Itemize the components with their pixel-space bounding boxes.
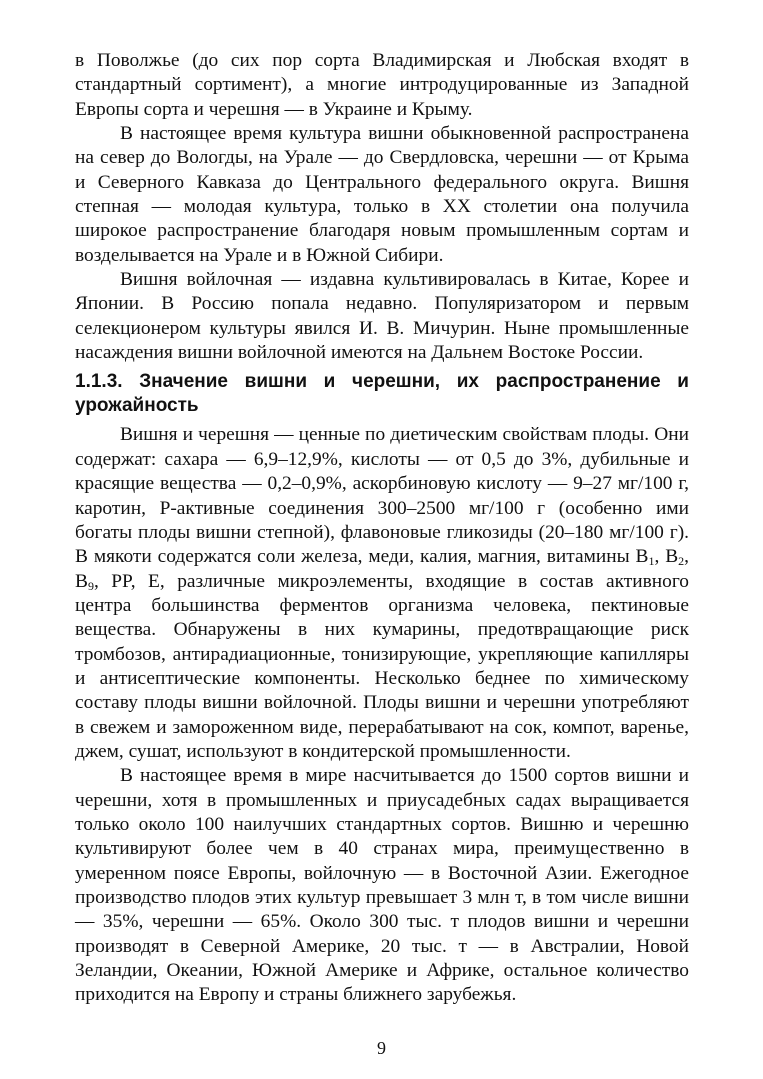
vitamin-b-letter: B [75,570,88,592]
nutrition-text-start: Вишня и черешня — ценные по диетическим свойствам плоды. Они содержат: сахара — 6,9–12,9%, кислоты — от 0,5 до 3%, дубильные и красящие вещества — 0,2–0,9%, аскорбиновую кислоту — 9–27 мг/100 г, каротин, Р-активные соединения 300–2500 мг/100 г (особенно ими богаты плоды вишни степной), флавоновые гликозиды (20–180 мг/100 г). В мякоти содержатся соли железа, меди, калия, магния, витамины [75,424,689,568]
vitamin-b2 [665,546,684,567]
vitamin-b9-subscript: 9 [87,578,94,593]
paragraph-current-range: В настоящее время культура вишни обыкновенной распространена на север до Вологды, на Урале — до Свердловска, черешни — от Крыма и Северного Кавказа до Центрального федерального округа. Вишня степная — молодая культура, только в XX столетии она получила широкое распространение благодаря новым промышленным сортам и возделывается на Урале и в Южной Сибири. [75,123,689,266]
vitamin-b2-subscript: 2 [678,554,685,569]
paragraph-distribution: В настоящее время в мире насчитывается до 1500 сортов вишни и черешни, хотя в промышленных и приусадебных садах выращивается только около 100 наилучших стандартных сортов. Вишню и черешню культивируют более чем в 40 странах мира, преимущественно в умеренном поясе Европы, войлочную — в Восточной Азии. Ежегодное производство плодов этих культур превышает 3 млн т, в том числе вишни — 35%, черешни — 65%. Около 300 тыс. т плодов вишни и черешни производят в Северной Америке, 20 тыс. т — в Австралии, Новой Зеландии, Океании, Южной Америке и Африке, остальное количество приходится на Европу и страны ближнего зарубежья. [75,765,689,1006]
vitamin-b1 [636,546,655,567]
vitamin-b-letter: B [635,546,649,568]
vitamin-separator: , [684,546,689,568]
section-heading: 1.1.3. Значение вишни и черешни, их распространение и урожайность [75,371,689,417]
page-number: 9 [377,1038,386,1058]
paragraph-volga: в Поволжье (до сих пор сорта Владимирская и Любская входят в стандартный сортимент), а многие интродуцированные из Западной Европы сорта и черешня — в Украине и Крыму. [75,50,689,120]
page-body [75,49,689,1008]
paragraph-nutrition [75,423,689,764]
nutrition-text-end: , PP, E, различные микроэлементы, входящие в состав активного центра большинства ферментов организма человека, пектиновые вещества. Обнаружены в них кумарины, предотвращающие риск тромбозов, антирадиационные, тонизирующие, укрепляющие капилляры и антисептические компоненты. Несколько беднее по химическому составу плоды вишни войлочной. Плоды вишни и черешни употребляют в свежем и замороженном виде, перерабатывают на сок, компот, варенье, джем, сушат, используют в кондитерской промышленности. [75,570,689,762]
vitamin-b1-subscript: 1 [648,554,655,569]
vitamin-separator: , [654,546,666,568]
vitamin-b9 [75,571,94,592]
vitamin-b-letter: B [665,546,679,568]
paragraph-felt-cherry: Вишня войлочная — издавна культивировалась в Китае, Корее и Японии. В Россию попала недавно. Популяризатором и первым селекционером культуры явился И. В. Мичурин. Ныне промышленные насаждения вишни войлочной имеются на Дальнем Востоке России. [75,269,689,364]
